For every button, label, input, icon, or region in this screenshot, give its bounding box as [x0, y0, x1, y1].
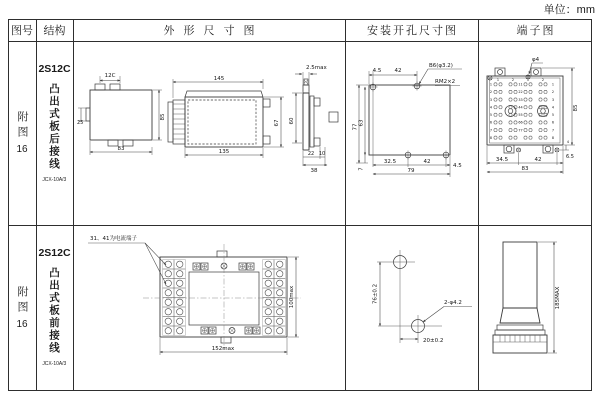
svg-text:6: 6: [551, 120, 555, 125]
dim-front-width: 83: [117, 146, 125, 152]
dim-mount-l3: 7: [358, 167, 365, 171]
svg-text:11: 11: [518, 82, 523, 87]
dim-side-height: 67: [274, 119, 280, 127]
dim-panel-d1: 22: [307, 151, 315, 157]
mounting-drawing-row1: [352, 43, 476, 223]
mounting-drawing-row2: [360, 246, 478, 361]
fig-no-cn: 附图: [16, 111, 28, 141]
fig-no-num: 16: [16, 144, 28, 155]
svg-text:55: 55: [518, 113, 523, 117]
svg-text:5: 5: [489, 113, 493, 117]
svg-text:2: 2: [551, 90, 555, 95]
dim-front2-height: 100max: [289, 285, 295, 309]
svg-text:1: 1: [526, 78, 530, 82]
dim-term-small: 4: [566, 140, 570, 144]
model-label: 2S12C: [38, 247, 71, 259]
svg-text:3: 3: [551, 97, 555, 102]
fig-no-cn: 附图: [16, 286, 28, 316]
svg-text:6: 6: [489, 120, 493, 125]
fig-no-row1: [8, 41, 36, 225]
dim-front2-width: 152max: [211, 346, 235, 352]
col-divider-4: [478, 19, 479, 391]
dim-front-notch: 25: [77, 120, 84, 126]
callout-terminal-hole: φ4: [532, 57, 540, 63]
svg-text:1: 1: [496, 78, 500, 82]
fig-no-row2: [8, 225, 36, 391]
svg-text:22: 22: [518, 90, 523, 95]
model-label: 2S12C: [38, 63, 71, 75]
terminal-diagram-row2: [488, 236, 592, 364]
dim-mount2-vertical: 76±0.2: [372, 283, 379, 305]
svg-text:2: 2: [541, 78, 545, 82]
svg-text:1: 1: [551, 82, 555, 87]
dim-term-b1: 34.5: [495, 157, 509, 163]
outline-drawing-row2: [83, 232, 318, 377]
header-fig-no: 图号: [11, 25, 33, 37]
callout-hole-spec: B6(φ3.2): [429, 63, 453, 69]
panel-cutout-view: [289, 65, 338, 174]
relay-code: JCX-10A/3: [42, 360, 67, 367]
row-divider: [8, 225, 592, 226]
terminal-plate: [487, 68, 563, 153]
dim-panel-d3: 38: [310, 168, 318, 174]
callout-mount2-holes: 2-φ4.2: [444, 300, 462, 306]
dim-mount-l1: 77: [352, 123, 359, 131]
dim-mount-b4: 79: [407, 168, 415, 174]
svg-text:44: 44: [518, 105, 523, 110]
unit-label: 单位：mm: [543, 4, 595, 16]
svg-text:2: 2: [489, 90, 493, 95]
relay-front-face: [143, 244, 301, 350]
side-view: [168, 76, 284, 158]
svg-text:1: 1: [489, 82, 493, 87]
dim-mount-t1: 4.5: [372, 68, 382, 74]
header-mounting: 安装开孔尺寸图: [367, 25, 458, 37]
dim-term2-height: 185MAX: [555, 286, 561, 310]
fig-no-num: 16: [16, 319, 28, 330]
dim-side-top: 145: [213, 76, 225, 82]
dim-term-height: 85: [573, 104, 579, 112]
dim-front-height: 85: [160, 113, 166, 121]
structure-desc: 凸出式板前接线: [48, 267, 60, 355]
header-structure: 结构: [43, 25, 66, 37]
dim-mount-t2: 42: [394, 68, 402, 74]
svg-text:3: 3: [489, 97, 493, 102]
header-terminal: 端子图: [516, 25, 556, 37]
dim-term-b4: 83: [521, 166, 529, 172]
dim-mount-l2: 63: [358, 119, 365, 127]
dim-mount2-horizontal: 20±0.2: [423, 338, 444, 344]
dim-side-bottom: 135: [218, 149, 230, 155]
svg-text:7: 7: [489, 128, 493, 133]
screw-symbols: [193, 263, 260, 334]
svg-text:33: 33: [518, 97, 523, 102]
svg-text:2: 2: [511, 78, 515, 82]
svg-text:7: 7: [551, 128, 555, 133]
front-view: [77, 73, 166, 155]
relay-code: JCX-10A/3: [42, 176, 67, 183]
header-divider: [8, 41, 592, 42]
callout-corner-spec: RM2×2: [435, 79, 456, 85]
dim-panel-d2: 10: [318, 151, 326, 157]
dim-mount-b1: 32.5: [383, 159, 397, 165]
structure-row1: [36, 63, 73, 223]
header-outline: 外形尺寸图: [163, 25, 264, 37]
structure-desc: 凸出式板后接线: [48, 83, 60, 171]
terminal-diagram-row1: [483, 50, 591, 190]
svg-text:66: 66: [518, 120, 523, 125]
dim-term-b2: 42: [534, 157, 542, 163]
dim-mount-b3: 4.5: [453, 163, 462, 169]
svg-text:77: 77: [518, 128, 523, 133]
dim-term-b3: 6.5: [566, 154, 574, 160]
svg-text:4: 4: [551, 105, 555, 110]
svg-text:8: 8: [551, 135, 555, 140]
svg-text:4: 4: [489, 105, 493, 110]
svg-text:5: 5: [551, 113, 555, 117]
current-terminal-note: 31、41为电流端子: [90, 236, 137, 242]
structure-row2: [36, 247, 73, 389]
mounting-holes: [369, 82, 451, 160]
outline-drawing-row1: [73, 43, 345, 223]
dim-mount-b2: 42: [423, 159, 431, 165]
dim-panel-thickness: 2.5max: [306, 65, 327, 71]
svg-text:8: 8: [489, 135, 493, 140]
relay-side-profile: [493, 242, 547, 353]
col-divider-3: [345, 19, 346, 391]
dim-panel-height: 60: [289, 117, 295, 125]
dim-front-top: 12C: [104, 73, 116, 79]
